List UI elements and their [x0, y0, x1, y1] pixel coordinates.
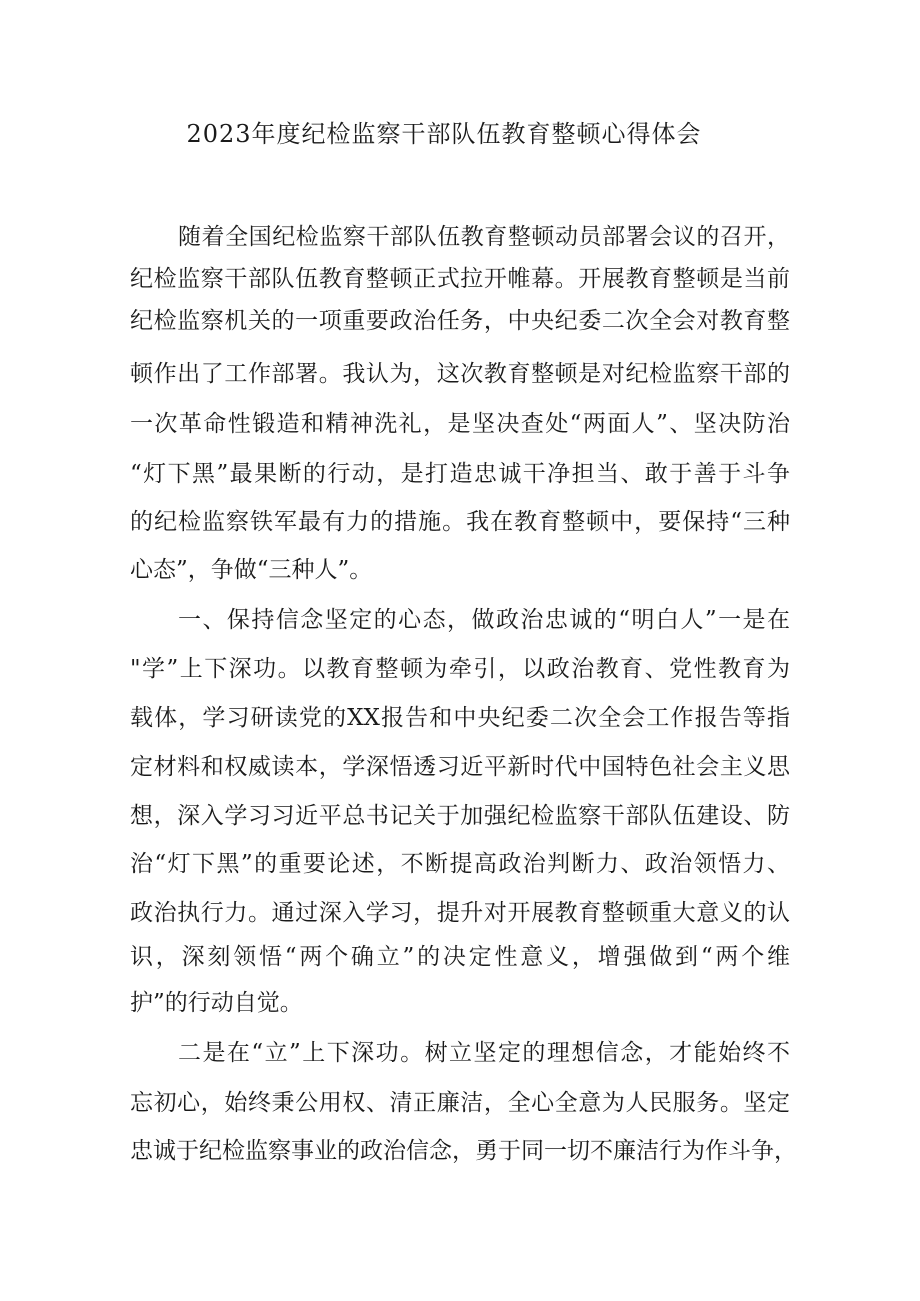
- paragraph-2-line-7: 政治执行力。通过深入学习，提升对开展教育整顿重大意义的认: [130, 900, 790, 926]
- document-title: 2023年度纪检监察干部队伍教育整顿心得体会: [186, 120, 702, 148]
- paragraph-1-line-7: 的纪检监察铁军最有力的措施。我在教育整顿中，要保持“三种: [130, 509, 790, 535]
- paragraph-1-line-8: 心态”，争做“三种人”。: [130, 557, 373, 583]
- paragraph-1-line-5: 一次革命性锻造和精神洗礼，是坚决查处“两面人”、坚决防治: [130, 411, 790, 437]
- paragraph-2-line-5: 想，深入学习习近平总书记关于加强纪检监察干部队伍建设、防: [130, 803, 790, 829]
- paragraph-3-line-2: 忘初心，始终秉公用权、清正廉洁，全心全意为人民服务。坚定: [130, 1090, 790, 1116]
- paragraph-1-line-6: “灯下黑”最果断的行动，是打造忠诚干净担当、敢于善于斗争: [130, 461, 790, 487]
- paragraph-2-line-1: 一、保持信念坚定的心态，做政治忠诚的“明白人”一是在: [178, 607, 790, 633]
- paragraph-1-line-2: 纪检监察干部队伍教育整顿正式拉开帷幕。开展教育整顿是当前: [130, 266, 790, 292]
- paragraph-2-line-4: 定材料和权威读本，学深悟透习近平新时代中国特色社会主义思: [130, 754, 790, 780]
- paragraph-1-line-3: 纪检监察机关的一项重要政治任务，中央纪委二次全会对教育整: [130, 308, 790, 334]
- paragraph-2-line-2: "学”上下深功。以教育整顿为牵引，以政治教育、党性教育为: [130, 656, 790, 682]
- paragraph-2-line-3: 载体，学习研读党的XX报告和中央纪委二次全会工作报告等指: [130, 705, 790, 731]
- paragraph-3-line-3: 忠诚于纪检监察事业的政治信念，勇于同一切不廉洁行为作斗争，: [130, 1138, 797, 1164]
- paragraph-1-line-4: 顿作出了工作部署。我认为，这次教育整顿是对纪检监察干部的: [130, 361, 790, 387]
- paragraph-3-line-1: 二是在“立”上下深功。树立坚定的理想信念，才能始终不: [178, 1040, 790, 1066]
- paragraph-1-line-1: 随着全国纪检监察干部队伍教育整顿动员部署会议的召开，: [178, 224, 790, 250]
- paragraph-2-line-8: 识，深刻领悟“两个确立”的决定性意义，增强做到“两个维: [130, 944, 790, 970]
- paragraph-2-line-9: 护”的行动自觉。: [130, 990, 303, 1016]
- paragraph-2-line-6: 治“灯下黑”的重要论述，不断提高政治判断力、政治领悟力、: [130, 851, 790, 877]
